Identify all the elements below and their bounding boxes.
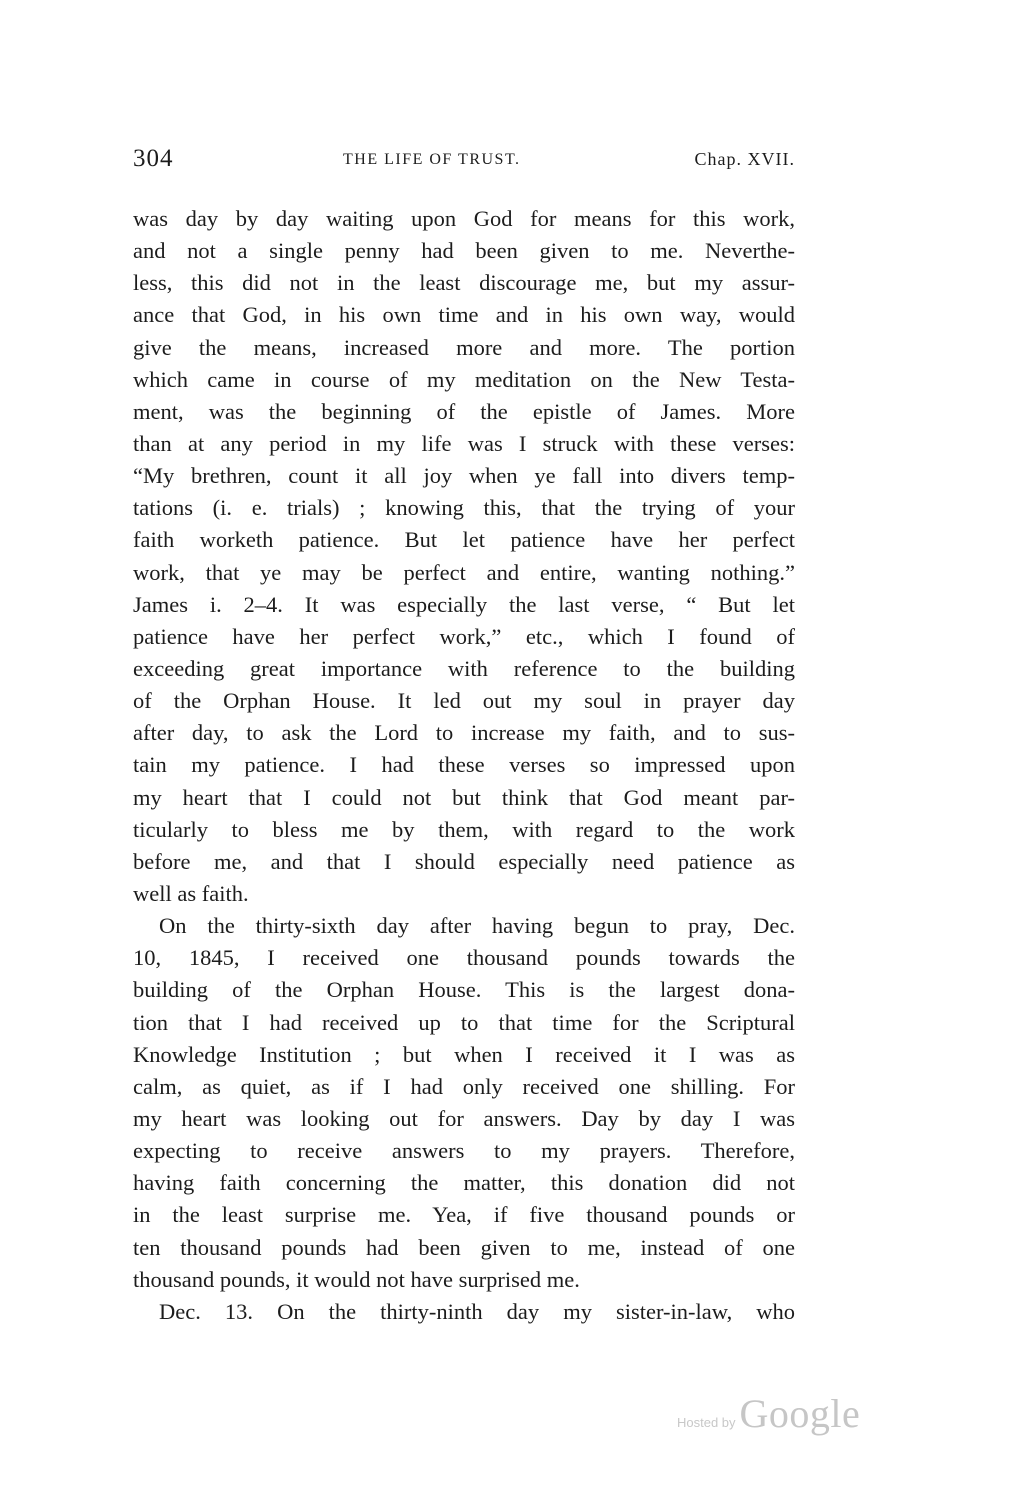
text-line: 10, 1845, I received one thousand pounds towards the (133, 945, 795, 971)
paragraph-3 (133, 1296, 795, 1328)
text-line: patience have her perfect work,” etc., which I found of (133, 623, 795, 649)
paragraph-1 (133, 203, 795, 910)
text-line: “My brethren, count it all joy when ye fall into divers temp- (133, 463, 795, 489)
text-line: tain my patience. I had these verses so impressed upon (133, 752, 795, 778)
text-line: thousand pounds, it would not have surprised me. (133, 1266, 580, 1292)
text-line: Knowledge Institution ; but when I received it I was as (133, 1041, 795, 1067)
text-line: Dec. 13. On the thirty-ninth day my sister-in-law, who (159, 1298, 795, 1324)
text-line: ticularly to bless me by them, with regard to the work (133, 816, 795, 842)
text-line: having faith concerning the matter, this donation did not (133, 1170, 795, 1196)
text-line: tations (i. e. trials) ; knowing this, that the trying of your (133, 495, 795, 521)
page-number: 304 (133, 145, 174, 172)
text-line: and not a single penny had been given to me. Neverthe- (133, 238, 795, 264)
text-line: ten thousand pounds had been given to me, instead of one (133, 1234, 795, 1260)
text-line: tion that I had received up to that time for the Scriptural (133, 1009, 795, 1035)
text-line: expecting to receive answers to my prayers. Therefore, (133, 1138, 795, 1164)
text-line: in the least surprise me. Yea, if five thousand pounds or (133, 1202, 795, 1228)
text-line: my heart that I could not but think that God meant par- (133, 784, 795, 810)
text-line: building of the Orphan House. This is the largest dona- (133, 977, 795, 1003)
text-line: than at any period in my life was I struck with these verses: (133, 430, 795, 456)
text-line: work, that ye may be perfect and entire, wanting nothing.” (133, 559, 795, 585)
google-watermark (677, 1390, 860, 1440)
text-line: my heart was looking out for answers. Day by day I was (133, 1105, 795, 1131)
text-line: before me, and that I should especially need patience as (133, 848, 795, 874)
running-title: THE LIFE OF TRUST. (343, 151, 521, 168)
text-line: ance that God, in his own time and in his own way, would (133, 302, 795, 328)
text-line: faith worketh patience. But let patience have her perfect (133, 527, 795, 553)
text-line: well as faith. (133, 880, 249, 906)
text-line: of the Orphan House. It led out my soul in prayer day (133, 688, 795, 714)
text-line: was day by day waiting upon God for means for this work, (133, 206, 795, 231)
text-line: less, this did not in the least discourage me, but my assur- (133, 270, 795, 296)
text-line: exceeding great importance with reference to the building (133, 655, 795, 681)
text-line: give the means, increased more and more. The portion (133, 334, 795, 360)
google-logo: Google (739, 1391, 861, 1436)
text-line: after day, to ask the Lord to increase my faith, and to sus- (133, 720, 795, 746)
text-line: James i. 2–4. It was especially the last verse, “ But let (133, 591, 795, 617)
paragraph-2 (133, 910, 795, 1296)
text-line: which came in course of my meditation on the New Testa- (133, 366, 795, 392)
running-header (133, 145, 795, 175)
body-text (133, 203, 795, 1328)
text-line: On the thirty-sixth day after having begun to pray, Dec. (159, 913, 795, 939)
hosted-by-label: Hosted by (677, 1415, 736, 1430)
text-line: calm, as quiet, as if I had only received one shilling. For (133, 1073, 795, 1099)
text-line: ment, was the beginning of the epistle of James. More (133, 398, 795, 424)
chapter-label: Chap. XVII. (694, 149, 795, 169)
